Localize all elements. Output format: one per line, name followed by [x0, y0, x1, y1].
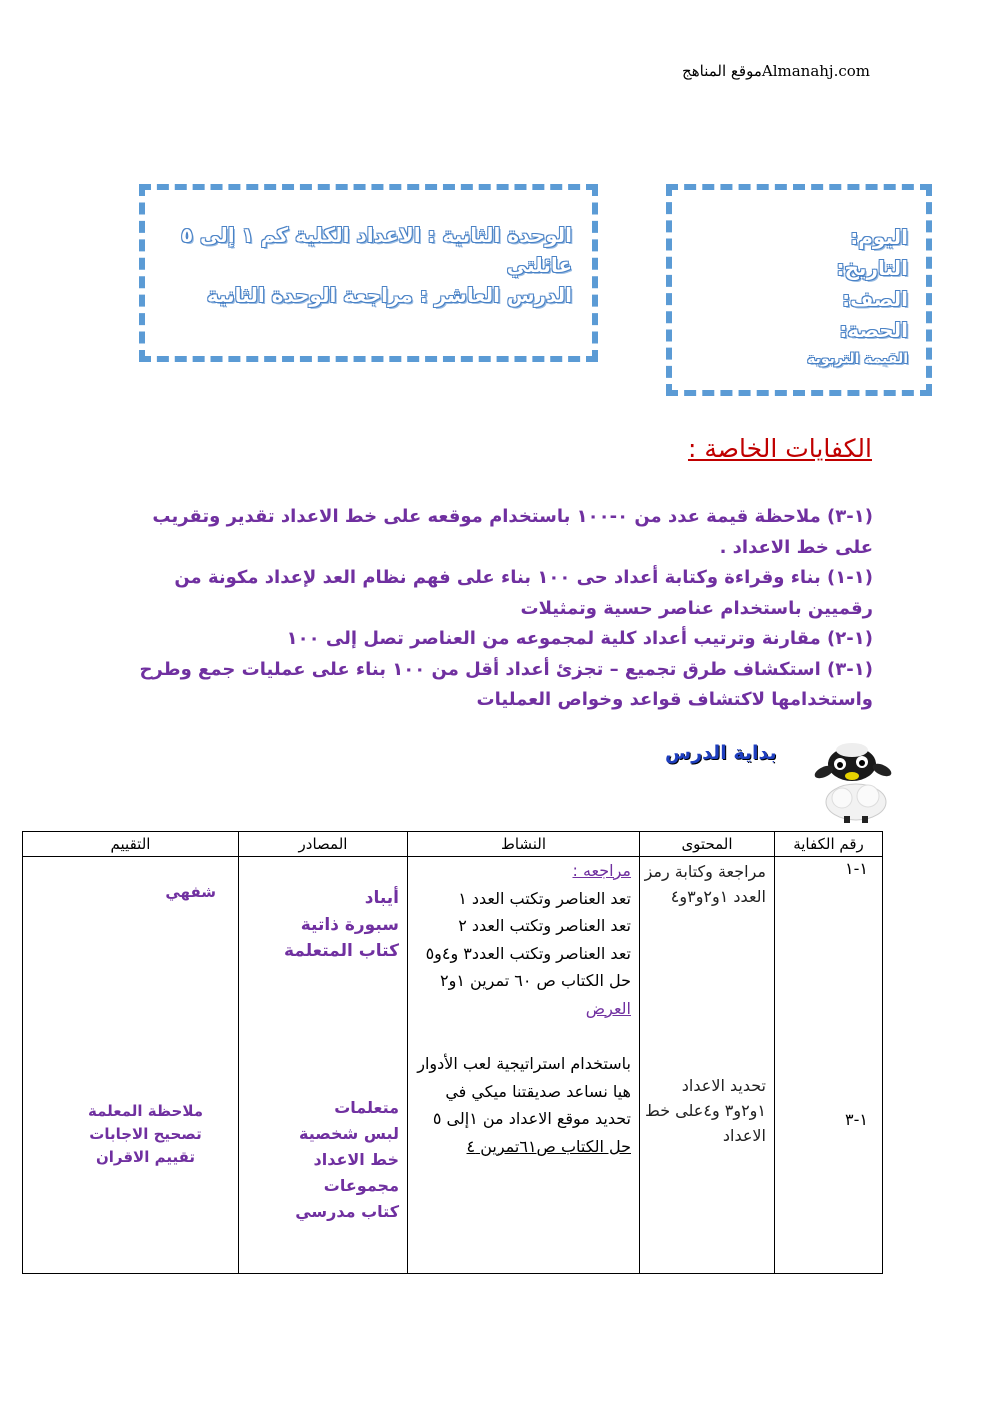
source-item: متعلمات — [334, 1097, 399, 1117]
row-cell-number — [775, 857, 883, 1274]
header-content: المحتوى — [640, 832, 775, 857]
period-label: الحصة: — [839, 318, 908, 342]
content-text: تحديد الاعداد ١و٢و٣ و٤على خط الاعداد — [645, 1076, 766, 1145]
content-text: مراجعة وكتابة رمز العدد ١و٢و٣و٤ — [644, 862, 766, 906]
activity-line: تعد العناصر وتكتب العدد ٢ — [458, 916, 631, 935]
row-cell-content — [640, 857, 775, 1274]
activity-line: حل الكتاب ص ٦٠ تمرين ١و٢ — [440, 971, 631, 990]
educational-value-label: القيمة التربوية — [807, 351, 908, 367]
source-item: خط الاعداد — [313, 1149, 399, 1169]
activity-line: تعد العناصر وتكتب العدد ١ — [458, 888, 631, 908]
table-header-row — [23, 832, 883, 857]
unit-title: الوحدة الثانية : الاعداد الكلية كم ١ إلى ٥ — [180, 223, 572, 247]
evaluation-item: تقييم الاقران — [95, 1148, 196, 1166]
lesson-plan-table — [22, 831, 883, 1274]
unit-box — [139, 184, 598, 362]
competencies-list — [120, 502, 873, 716]
activity-line: تعد العناصر وتكتب العدد٣ و٤و٥ — [425, 943, 631, 963]
source-item: كتاب مدرسي — [295, 1201, 399, 1221]
evaluation-text: شفهي — [165, 883, 216, 901]
sheep-illustration — [806, 740, 900, 824]
lesson-start-title: بداية الدرس — [665, 742, 777, 764]
source-item: كتاب المتعلمة — [284, 941, 399, 961]
row-cell-evaluation — [23, 857, 239, 1274]
evaluation-item: تصحيح الاجابات — [89, 1125, 202, 1143]
source-item: سبورة ذاتية — [300, 914, 399, 935]
competency-item: (١-٢) مقارنة وترتيب أعداد كلية لمجموعه من العناصر تصل إلى ١٠٠ — [286, 628, 873, 649]
header-activity: النشاط — [408, 832, 640, 857]
evaluation-item: ملاحظة المعلمة — [88, 1102, 203, 1120]
activity-review-title: مراجعه : — [572, 861, 631, 880]
competency-item: (١-٣) ملاحظة قيمة عدد من ٠-١٠٠ باستخدام موقعه على خط الاعداد تقدير وتقريب على خط الاعداد . — [152, 506, 873, 558]
lesson-info-box — [666, 184, 932, 396]
competency-number: ١-١ — [845, 859, 868, 878]
source-item: لبس شخصية — [299, 1123, 399, 1143]
site-watermark: موقع المناهجAlmanahj.com — [682, 62, 870, 80]
header-sources: المصادر — [239, 832, 408, 857]
date-label: التاريخ: — [836, 256, 908, 280]
activity-book-exercise: حل الكتاب ص٦١تمرين ٤ — [466, 1136, 631, 1156]
competencies-heading: الكفايات الخاصة : — [687, 434, 872, 463]
header-evaluation: التقييم — [23, 832, 239, 857]
unit-subtitle: عائلتي — [506, 253, 572, 277]
row-cell-sources — [239, 857, 408, 1274]
header-competency-number: رقم الكفاية — [775, 832, 883, 857]
activity-line: باستخدام استراتيجية لعب الأدوار هيا نساعد صديقتنا ميكي في تحديد موقع الاعداد من ١إلى ٥ — [417, 1054, 631, 1128]
competency-item: (١-٣) استكشاف طرق تجميع – تجزئ أعداد أقل من ١٠٠ بناء على عمليات جمع وطرح واستخدامها لاكتشاف قواعد وخواص العمليات — [139, 658, 873, 710]
table-row — [23, 857, 883, 1274]
activity-show-title: العرض — [585, 998, 631, 1018]
row-cell-activity — [408, 857, 640, 1274]
lesson-title: الدرس العاشر : مراجعة الوحدة الثانية — [206, 283, 572, 307]
competency-item: (١-١) بناء وقراءة وكتابة أعداد حى ١٠٠ بناء على فهم نظام العد لإعداد مكونة من رقميين باستخدام عناصر حسية وتمثيلات — [174, 567, 873, 619]
competency-number: ١-٣ — [845, 1110, 868, 1129]
class-label: الصف: — [842, 287, 908, 311]
source-item: أيباد — [364, 888, 399, 908]
source-item: مجموعات — [323, 1175, 399, 1195]
day-label: اليوم: — [850, 225, 908, 249]
